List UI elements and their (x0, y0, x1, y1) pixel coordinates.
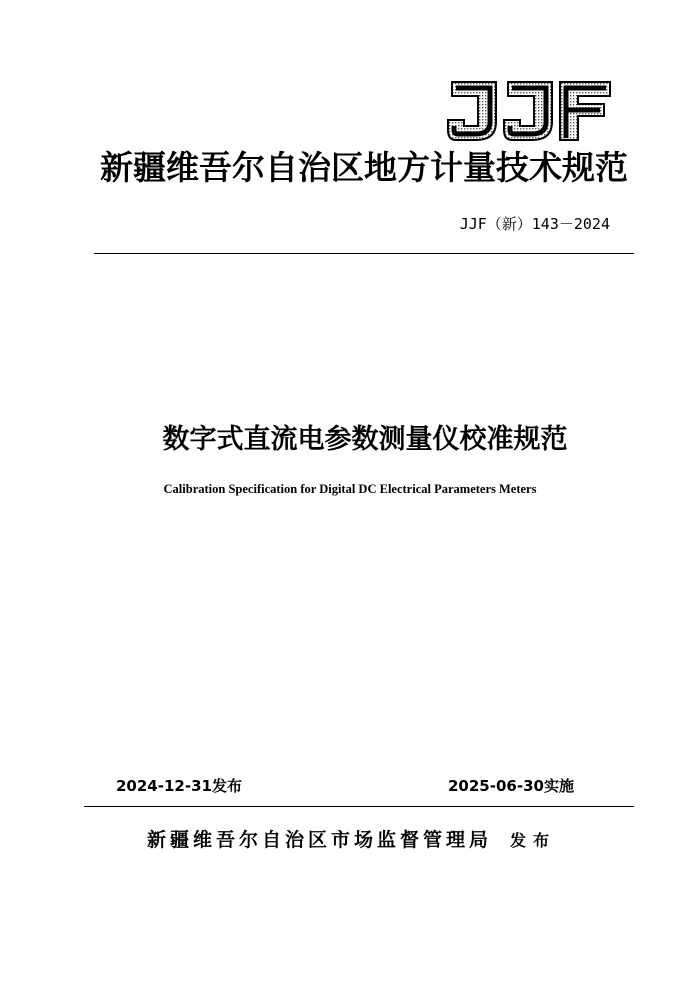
publish-label: 发布 (510, 831, 557, 850)
document-title-cn: 数字式直流电参数测量仪校准规范 (162, 424, 568, 455)
authority-title: 新疆维吾尔自治区地方计量技术规范 (100, 148, 628, 187)
jjf-logo-icon (446, 80, 612, 142)
implementation-date: 2025-06-30实施 (448, 777, 574, 795)
standard-number: JJF（新）143－2024 (459, 215, 610, 233)
issue-date: 2024-12-31发布 (116, 777, 242, 795)
publisher-name: 新疆维吾尔自治区市场监督管理局 (147, 829, 493, 851)
document-title-en: Calibration Specification for Digital DC Electrical Parameters Meters (163, 482, 537, 496)
top-divider (94, 253, 634, 254)
bottom-divider (84, 806, 634, 807)
